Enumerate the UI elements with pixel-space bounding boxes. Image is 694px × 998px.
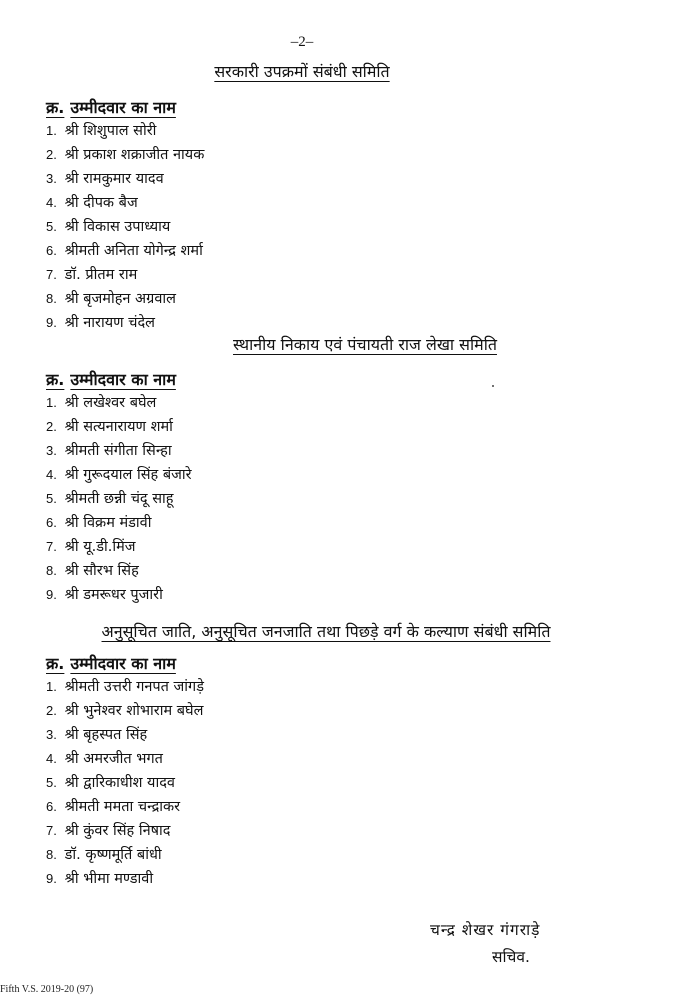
member-name: श्री अमरजीत भगत [64, 751, 163, 767]
serial-number: 2. [46, 147, 57, 162]
member-name: श्री शिशुपाल सोरी [64, 123, 157, 139]
serial-number: 5. [46, 491, 57, 506]
list-item [46, 463, 192, 487]
serial-number: 5. [46, 775, 57, 790]
list-item [46, 699, 204, 723]
member-name: श्री बृजमोहन अग्रवाल [64, 291, 176, 307]
name-column-header: उम्मीदवार का नाम [70, 98, 176, 117]
member-name: श्री सत्यनारायण शर्मा [64, 419, 173, 435]
page-number: –2– [290, 34, 314, 50]
list-item [46, 263, 204, 287]
list-item [46, 143, 204, 167]
serial-number: 6. [46, 515, 57, 530]
serial-number: 8. [46, 291, 57, 306]
serial-number: 9. [46, 871, 57, 886]
member-list-welfare-committee [46, 675, 204, 891]
list-item [46, 311, 204, 335]
serial-number: 7. [46, 823, 57, 838]
section-title-public-undertakings: सरकारी उपक्रमों संबंधी समिति [214, 62, 390, 81]
list-header [46, 652, 176, 674]
list-item [46, 867, 204, 891]
member-name: श्री यू.डी.मिंज [64, 539, 136, 555]
serial-number: 3. [46, 171, 57, 186]
list-item [46, 191, 204, 215]
serial-number: 5. [46, 219, 57, 234]
list-header [46, 368, 176, 390]
serial-number: 4. [46, 467, 57, 482]
list-item [46, 215, 204, 239]
member-name: श्री नारायण चंदेल [64, 315, 155, 331]
member-name: श्रीमती अनिता योगेन्द्र शर्मा [64, 243, 203, 259]
serial-number: 3. [46, 727, 57, 742]
list-header [46, 96, 176, 118]
member-name: श्री भुनेश्वर शोभाराम बघेल [64, 703, 204, 719]
list-item [46, 843, 204, 867]
list-item [46, 167, 204, 191]
serial-number: 1. [46, 679, 57, 694]
member-name: डॉ. प्रीतम राम [64, 267, 138, 283]
member-name: श्री सौरभ सिंह [64, 563, 139, 579]
serial-column-header: क्र. [46, 370, 65, 389]
member-name: श्री विक्रम मंडावी [64, 515, 152, 531]
member-name: श्री भीमा मण्डावी [64, 871, 154, 887]
serial-number: 1. [46, 395, 57, 410]
list-item [46, 391, 192, 415]
serial-number: 2. [46, 419, 57, 434]
member-name: श्री गुरूदयाल सिंह बंजारे [64, 467, 192, 483]
signatory-designation: सचिव. [492, 948, 530, 966]
member-name: श्री दीपक बैज [64, 195, 138, 211]
serial-number: 7. [46, 539, 57, 554]
serial-number: 1. [46, 123, 57, 138]
member-name: श्री रामकुमार यादव [64, 171, 164, 187]
member-name: श्री प्रकाश शक्राजीत नायक [64, 147, 205, 163]
list-item [46, 535, 192, 559]
serial-column-header: क्र. [46, 654, 65, 673]
serial-number: 2. [46, 703, 57, 718]
section-title-local-bodies: स्थानीय निकाय एवं पंचायती राज लेखा समिति [233, 335, 497, 354]
serial-number: 6. [46, 243, 57, 258]
member-name: श्री विकास उपाध्याय [64, 219, 171, 235]
list-item [46, 487, 192, 511]
footer-reference: Fifth V.S. 2019-20 (97) [0, 984, 94, 995]
section-title-welfare-committee: अनुसूचित जाति, अनुसूचित जनजाति तथा पिछड़े वर्ग के कल्याण संबंधी समिति [101, 622, 551, 641]
list-item [46, 439, 192, 463]
list-item [46, 415, 192, 439]
name-column-header: उम्मीदवार का नाम [70, 654, 176, 673]
member-name: श्री बृहस्पत सिंह [64, 727, 148, 743]
serial-number: 4. [46, 751, 57, 766]
serial-number: 8. [46, 847, 57, 862]
member-name: श्री डमरूधर पुजारी [64, 587, 163, 603]
serial-number: 9. [46, 587, 57, 602]
member-list-public-undertakings [46, 119, 204, 335]
list-item [46, 511, 192, 535]
serial-number: 9. [46, 315, 57, 330]
list-item [46, 239, 204, 263]
member-name: डॉ. कृष्णमूर्ति बांधी [64, 847, 162, 863]
serial-number: 7. [46, 267, 57, 282]
list-item [46, 795, 204, 819]
list-item [46, 583, 192, 607]
list-item [46, 675, 204, 699]
member-name: श्री द्वारिकाधीश यादव [64, 775, 175, 791]
serial-number: 3. [46, 443, 57, 458]
member-name: श्री लखेश्वर बघेल [64, 395, 157, 411]
member-name: श्रीमती छन्नी चंदू साहू [64, 491, 174, 507]
signatory-name: चन्द्र शेखर गंगराड़े [430, 921, 541, 939]
serial-number: 4. [46, 195, 57, 210]
name-column-header: उम्मीदवार का नाम [70, 370, 176, 389]
list-item [46, 723, 204, 747]
list-item [46, 559, 192, 583]
list-item [46, 819, 204, 843]
scan-speck [492, 385, 494, 387]
member-name: श्रीमती ममता चन्द्राकर [64, 799, 181, 815]
list-item [46, 771, 204, 795]
list-item [46, 287, 204, 311]
serial-column-header: क्र. [46, 98, 65, 117]
member-name: श्रीमती उत्तरी गनपत जांगड़े [64, 679, 204, 695]
serial-number: 8. [46, 563, 57, 578]
member-list-local-bodies [46, 391, 192, 607]
serial-number: 6. [46, 799, 57, 814]
member-name: श्रीमती संगीता सिन्हा [64, 443, 172, 459]
list-item [46, 747, 204, 771]
list-item [46, 119, 204, 143]
member-name: श्री कुंवर सिंह निषाद [64, 823, 171, 839]
